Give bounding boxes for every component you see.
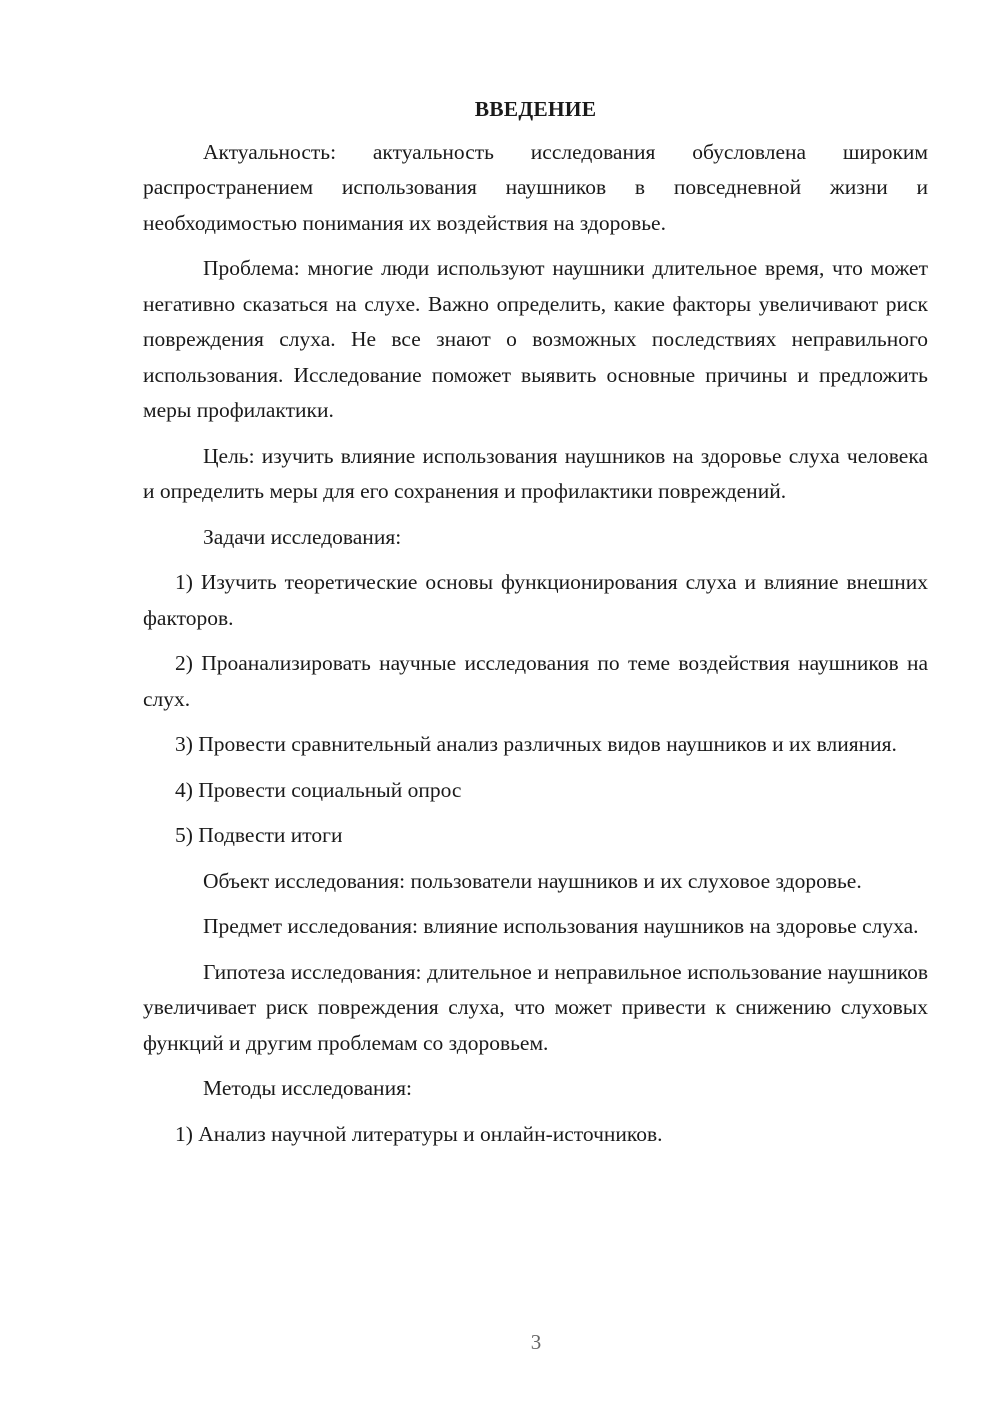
- page-number: 3: [530, 1330, 542, 1354]
- tasks-heading: Задачи исследования:: [203, 524, 402, 549]
- hypothesis-paragraph: Гипотеза исследования: длительное и неправильное использование наушников увеличивает риск повреждения слуха, что может привести к снижению слуховых функций и другим проблемам со здоровьем.: [143, 959, 928, 1055]
- task-item: 4) Провести социальный опрос: [175, 777, 462, 802]
- subject-paragraph: Предмет исследования: влияние использования наушников на здоровье слуха.: [203, 914, 919, 938]
- problem-paragraph: Проблема: многие люди используют наушники длительное время, что может негативно сказаться на слухе. Важно определить, какие факторы увеличивают риск повреждения слуха. Не все знают о возможных последствиях неправильного использования. Исследование поможет выявить основные причины и предложить меры профилактики.: [143, 256, 928, 422]
- method-item: 1) Анализ научной литературы и онлайн-источников.: [175, 1121, 663, 1146]
- task-item: 1) Изучить теоретические основы функционирования слуха и влияние внешних факторов.: [143, 570, 928, 630]
- object-paragraph: Объект исследования: пользователи наушников и их слуховое здоровье.: [203, 868, 862, 893]
- relevance-paragraph: Актуальность: актуальность исследования обусловлена широким распространением использования наушников в повседневной жизни и необходимостью понимания их воздействия на здоровье.: [143, 139, 928, 235]
- section-title: ВВЕДЕНИЕ: [474, 97, 597, 121]
- task-item: 3) Провести сравнительный анализ различных видов наушников и их влияния.: [175, 732, 897, 756]
- task-item: 5) Подвести итоги: [175, 823, 343, 847]
- goal-paragraph: Цель: изучить влияние использования наушников на здоровье слуха человека и определить меры для его сохранения и профилактики повреждений.: [143, 443, 928, 503]
- methods-heading: Методы исследования:: [203, 1076, 412, 1100]
- task-item: 2) Проанализировать научные исследования по теме воздействия наушников на слух.: [143, 651, 928, 711]
- document-page: [143, 92, 928, 1162]
